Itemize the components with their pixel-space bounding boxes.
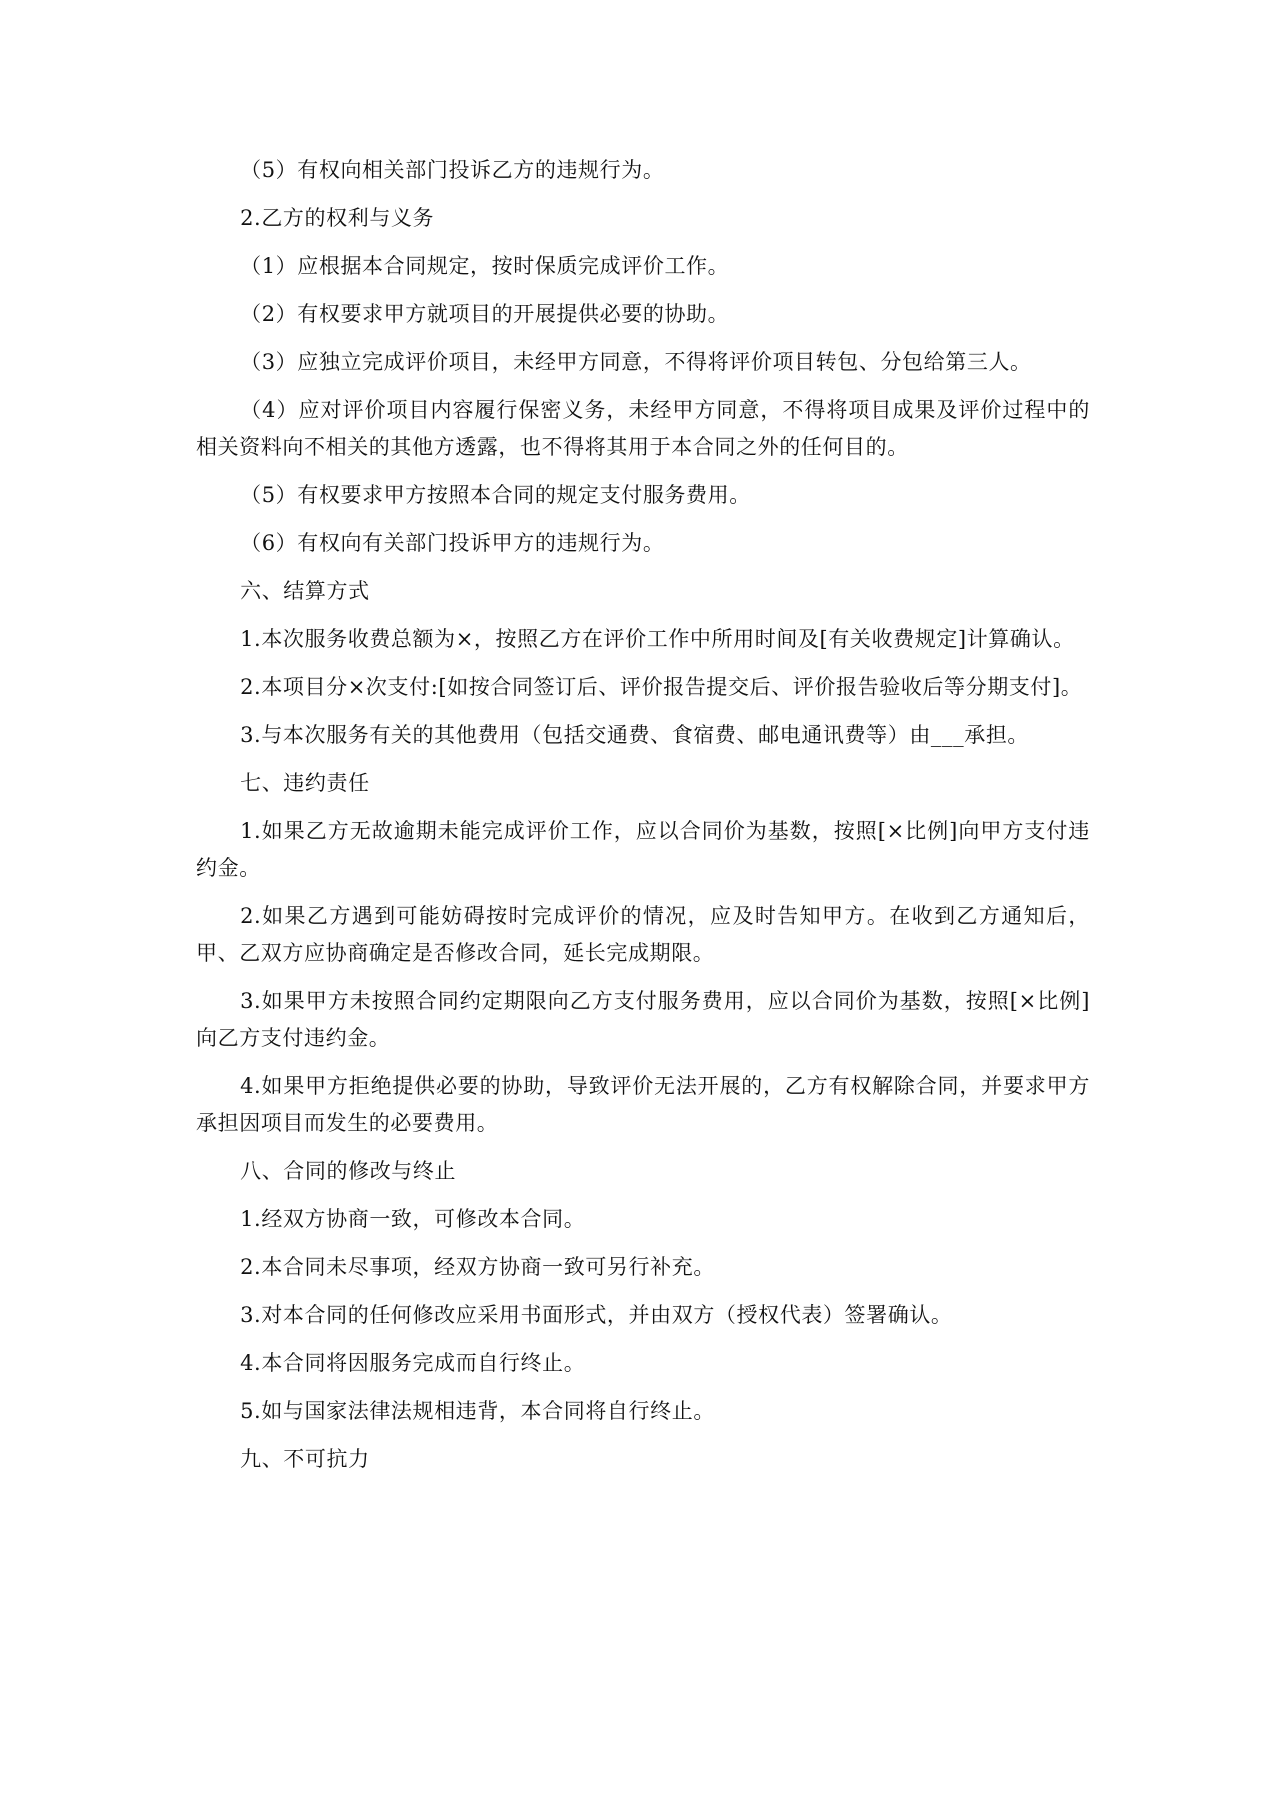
section-party-b-rights: 2.乙方的权利与义务 [240,206,435,230]
clause-modification-5: 5.如与国家法律法规相违背，本合同将自行终止。 [240,1399,715,1423]
heading-liability: 七、违约责任 [240,771,370,795]
clause-party-b-1: （1）应根据本合同规定，按时保质完成评价工作。 [240,254,730,278]
clause-liability-3: 3.如果甲方未按照合同约定期限向乙方支付服务费用，应以合同价为基数，按照[×比例]向乙方支付违约金。 [196,989,1090,1050]
clause-party-b-3: （3）应独立完成评价项目，未经甲方同意，不得将评价项目转包、分包给第三人。 [240,350,1032,374]
clause-party-b-5: （5）有权要求甲方按照本合同的规定支付服务费用。 [240,483,751,507]
clause-settlement-1: 1.本次服务收费总额为×，按照乙方在评价工作中所用时间及[有关收费规定]计算确认。 [240,627,1075,651]
heading-settlement: 六、结算方式 [240,579,370,603]
clause-modification-3: 3.对本合同的任何修改应采用书面形式，并由双方（授权代表）签署确认。 [240,1303,953,1327]
contract-body [196,152,1090,1489]
heading-force-majeure: 九、不可抗力 [240,1447,370,1471]
clause-settlement-3: 3.与本次服务有关的其他费用（包括交通费、食宿费、邮电通讯费等）由___承担。 [240,723,1030,747]
clause-party-a-right-5: （5）有权向相关部门投诉乙方的违规行为。 [240,158,665,182]
clause-liability-2: 2.如果乙方遇到可能妨碍按时完成评价的情况，应及时告知甲方。在收到乙方通知后，甲、乙双方应协商确定是否修改合同，延长完成期限。 [196,904,1090,965]
clause-settlement-2: 2.本项目分×次支付:[如按合同签订后、评价报告提交后、评价报告验收后等分期支付]。 [240,675,1083,699]
clause-party-b-6: （6）有权向有关部门投诉甲方的违规行为。 [240,531,665,555]
clause-party-b-4: （4）应对评价项目内容履行保密义务，未经甲方同意，不得将项目成果及评价过程中的相关资料向不相关的其他方透露，也不得将其用于本合同之外的任何目的。 [196,398,1090,459]
clause-modification-2: 2.本合同未尽事项，经双方协商一致可另行补充。 [240,1255,715,1279]
clause-modification-1: 1.经双方协商一致，可修改本合同。 [240,1207,586,1231]
clause-modification-4: 4.本合同将因服务完成而自行终止。 [240,1351,586,1375]
clause-liability-1: 1.如果乙方无故逾期未能完成评价工作，应以合同价为基数，按照[×比例]向甲方支付违约金。 [196,819,1090,880]
clause-party-b-2: （2）有权要求甲方就项目的开展提供必要的协助。 [240,302,730,326]
heading-modification: 八、合同的修改与终止 [240,1159,457,1183]
clause-liability-4: 4.如果甲方拒绝提供必要的协助，导致评价无法开展的，乙方有权解除合同，并要求甲方承担因项目而发生的必要费用。 [196,1074,1090,1135]
